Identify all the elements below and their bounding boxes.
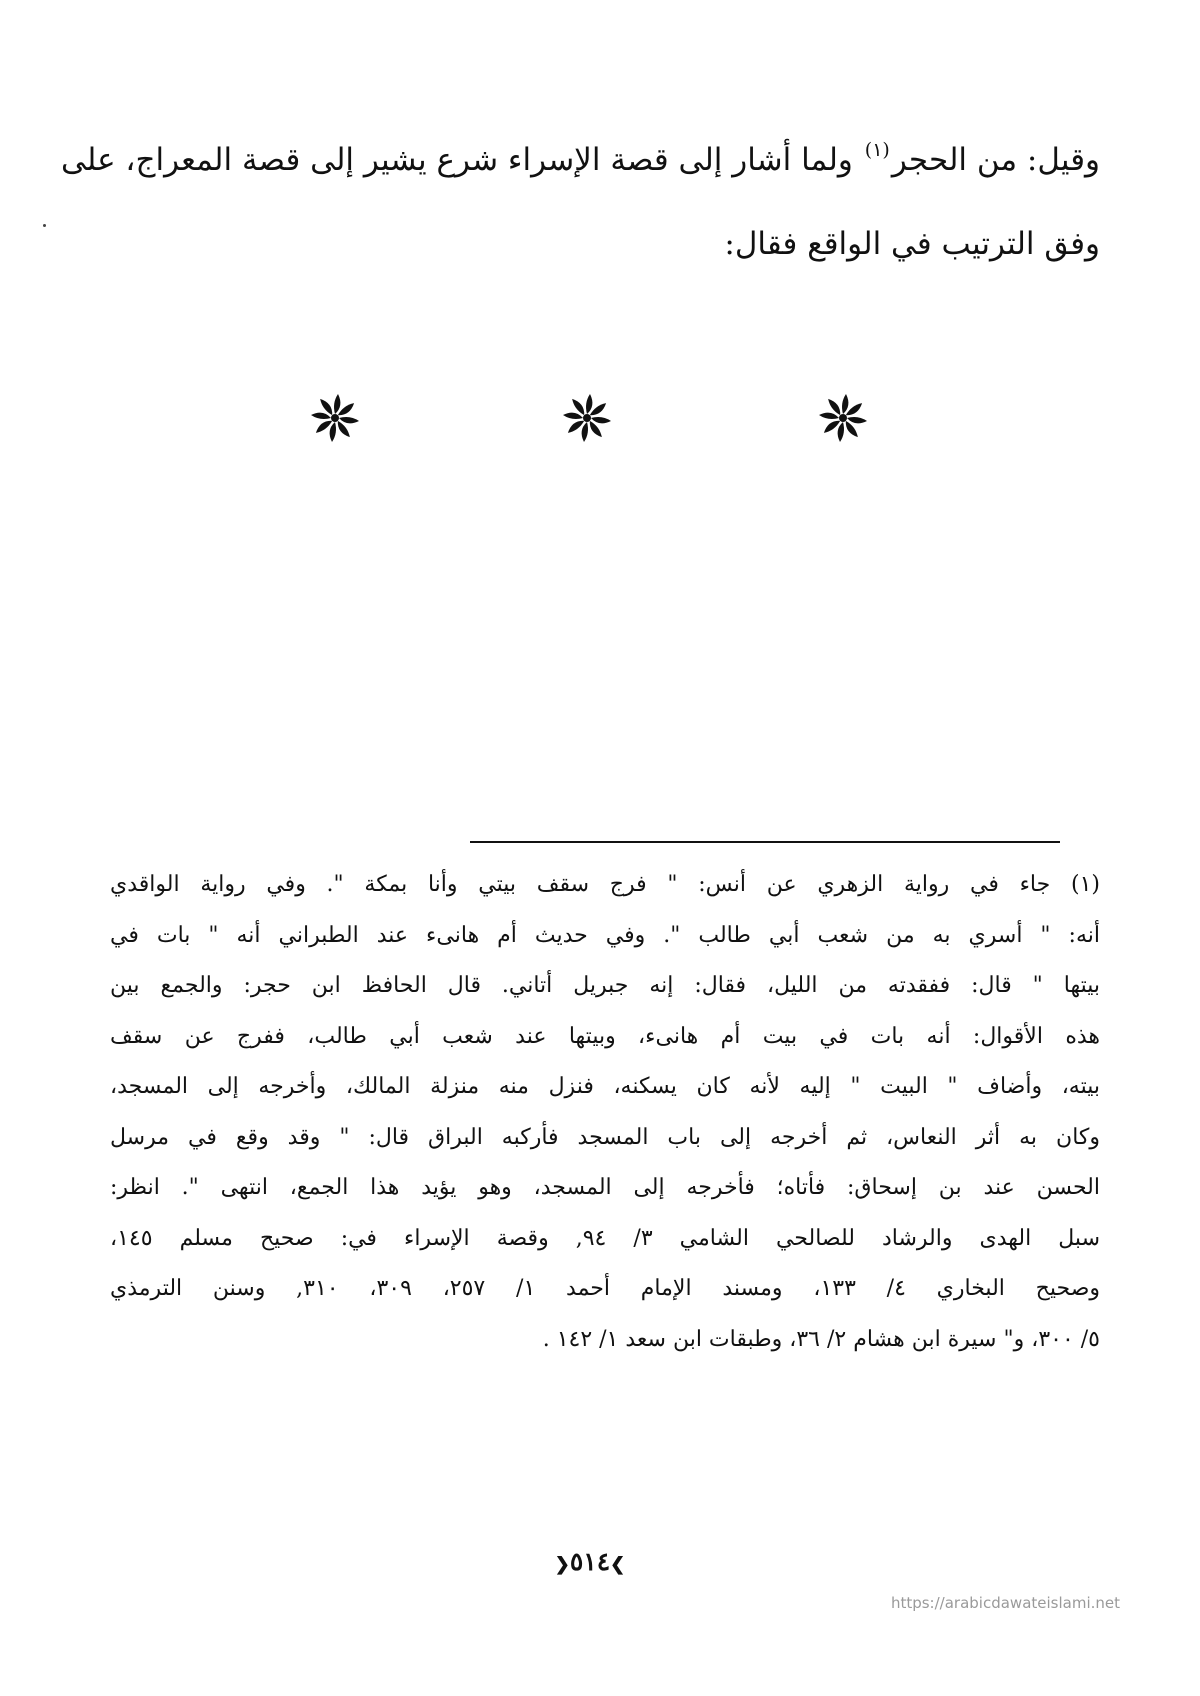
footnote-separator [470, 841, 1060, 843]
main-text-block [60, 120, 1100, 284]
asterisk-ornament-icon [559, 390, 615, 446]
footnote-line: بيتها " قال: ففقدته من الليل، فقال: إنه جبريل أتاني. قال الحافظ ابن حجر: والجمع بين [110, 973, 1100, 998]
footnote-line: وصحيح البخاري ٤/ ١٣٣، ومسند الإمام أحمد ١/ ٢٥٧، ٣٠٩، ٣١٠, وسنن الترمذي [110, 1276, 1101, 1301]
footnote-line: ٥/ ٣٠٠، و" سيرة ابن هشام ٢/ ٣٦، وطبقات ابن سعد ١/ ١٤٢ . [542, 1326, 1100, 1352]
footnote-block [110, 860, 1100, 1365]
footnote-line: سبل الهدى والرشاد للصالحي الشامي ٣/ ٩٤, وقصة الإسراء في: صحيح مسلم ١٤٥، [110, 1225, 1100, 1251]
footnote-line: (١) جاء في رواية الزهري عن أنس: " فرج سقف بيتي وأنا بمكة ". وفي رواية الواقدي [110, 872, 1100, 897]
footnote-line: أنه: " أسري به من شعب أبي طالب ". وفي حديث أم هانىء عند الطبراني أنه " بات في [110, 922, 1100, 948]
asterisk-ornament-icon [307, 390, 363, 446]
footnote-line: وكان به أثر النعاس، ثم أخرجه إلى باب المسجد فأركبه البراق قال: " وقد وقع في مرسل [110, 1124, 1100, 1150]
main-text-segment: ولما أشار إلى قصة الإسراء شرع يشير إلى قصة المعراج، على [60, 142, 853, 178]
page-number [540, 1547, 640, 1576]
footnote-line: بيته، وأضاف " البيت " إليه لأنه كان يسكنه، فنزل منه منزلة المالك، وأخرجه إلى المسجد، [110, 1074, 1100, 1099]
page-number-ornament-icon: ❯ [610, 1554, 626, 1575]
footnote-reference[interactable]: (١) [864, 139, 890, 161]
page-number-value: ٥١٤ [569, 1547, 611, 1576]
watermark-url[interactable]: https://arabicdawateislami.net [890, 1594, 1120, 1612]
section-ornaments [0, 390, 1200, 450]
main-text-segment: وقيل: من الحجر [891, 142, 1100, 178]
asterisk-ornament-icon [815, 390, 871, 446]
main-text-line [60, 120, 1100, 204]
stray-dot [43, 224, 46, 227]
main-text-line: وفق الترتيب في الواقع فقال: [724, 226, 1100, 262]
page-number-ornament-icon: ❮ [554, 1554, 570, 1575]
footnote-line: هذه الأقوال: أنه بات في بيت أم هانىء، وبيتها عند شعب أبي طالب، ففرج عن سقف [110, 1023, 1100, 1049]
footnote-line: الحسن عند بن إسحاق: فأتاه؛ فأخرجه إلى المسجد، وهو يؤيد هذا الجمع، انتهى ". انظر: [110, 1175, 1100, 1200]
